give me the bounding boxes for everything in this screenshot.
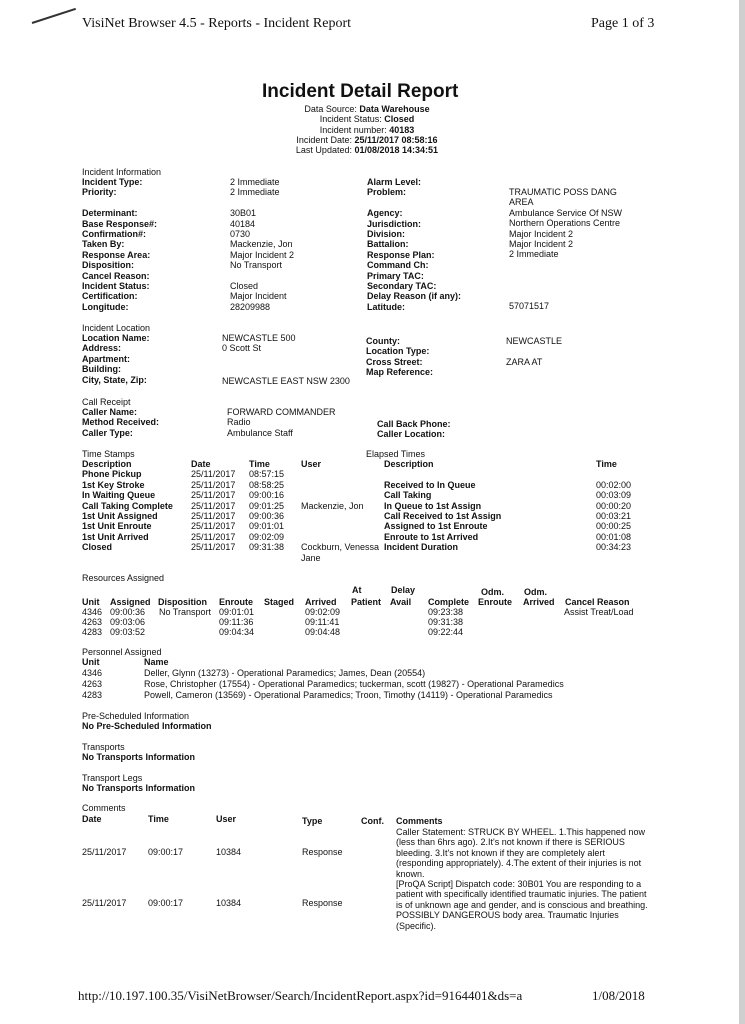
resources-header-cancel: Cancel Reason [565,597,630,607]
comment-2-text: [ProQA Script] Dispatch code: 30B01 You are responding to a patient with specifically identified traumatic injuries. The patient is of unknown age and gender, and is conscious and breathing. POSSIBLY DANGEROUS body area. Traumatic Injuries (Specific). [396,879,648,931]
resources-header-delay: Delay [391,585,416,595]
comment-1-time: 09:00:17 [148,847,184,857]
location-county-value: NEWCASTLE [506,336,563,346]
resources-header-disposition: Disposition [158,597,207,607]
resources-header-odm2: Odm. [524,587,548,597]
comments-header-user: User [216,814,237,824]
timestamp-times: Time 08:57:15 08:58:25 09:00:16 09:01:25 09:00:36 09:01:01 09:02:09 09:31:38 [249,459,285,553]
comment-1-text: Caller Statement: STRUCK BY WHEEL. 1.This happened now (less than 6hrs ago). 2.It's not known if there is SERIOUS bleeding. 3.It's not known if they are completely alert (responding appropriately). 4.The extent of their injuries is not known. [396,827,645,879]
call-receipt-labels: Caller Name: Method Received: Caller Type: [82,407,160,438]
call-receipt-values: FORWARD COMMANDER Radio Ambulance Staff [227,407,336,438]
comment-2-user: 10384 [216,898,242,908]
resources-header-odm-enroute: Enroute [478,597,513,607]
incident-info-right-labels: Alarm Level: Problem: Agency: Jurisdiction: Division: Battalion: Response Plan: Command Ch: Primary TAC: Secondary TAC: Delay Reason (if any): Latitude: [367,177,462,312]
page-number: Page 1 of 3 [591,16,655,31]
resources-header-odm-arrived: Arrived [523,597,555,607]
report-title: Incident Detail Report [262,81,459,102]
transport-legs-value: No Transports Information [82,783,196,793]
personnel-header-unit: Unit [82,657,100,667]
location-left-labels: Location Name: Address: Apartment: Building: City, State, Zip: [82,333,150,385]
resources-header-complete: Complete [428,597,470,607]
resources-header-odm1: Odm. [481,587,505,597]
incident-info-right-values: TRAUMATIC POSS DANG AREA Ambulance Service Of NSW Northern Operations Centre Major Incident 2 Major Incident 2 2 Immediate 57071517 [509,187,623,312]
section-heading-time-stamps: Time Stamps [82,449,135,459]
comment-2-date: 25/11/2017 [82,898,127,908]
incident-info-left-values: 2 Immediate 2 Immediate 30B01 40184 0730 Mackenzie, Jon Major Incident 2 No Transport Closed Major Incident 28209988 [230,177,295,312]
resources-header-arrived: Arrived [305,597,337,607]
comment-2-time: 09:00:17 [148,898,184,908]
timestamp-descriptions: Description Phone Pickup 1st Key Stroke In Waiting Queue Call Taking Complete 1st Unit Assigned 1st Unit Enroute 1st Unit Arrived Closed [82,459,173,553]
section-heading-prescheduled: Pre-Scheduled Information [82,711,190,721]
comment-1-user: 10384 [216,847,242,857]
location-cross-street-value: ZARA AT [506,357,543,367]
location-left-values: NEWCASTLE 500 0 Scott St [222,333,296,354]
comments-header-type: Type [302,816,323,826]
prescheduled-value: No Pre-Scheduled Information [82,721,212,731]
section-heading-comments: Comments [82,803,126,813]
call-receipt-right-labels: Call Back Phone: Caller Location: [377,419,451,440]
section-heading-personnel: Personnel Assigned [82,647,162,657]
timestamp-users: User Mackenzie, Jon Cockburn, Venessa Jane [301,459,380,563]
comments-header-time: Time [148,814,169,824]
resources-header-patient: Patient [351,597,382,607]
section-heading-location: Incident Location [82,323,151,333]
section-heading-resources: Resources Assigned [82,573,165,583]
resources-header-staged: Staged [264,597,295,607]
pen-mark [32,8,76,24]
location-city-value: NEWCASTLE EAST NSW 2300 [222,376,350,386]
elapsed-times: Time 00:02:00 00:03:09 00:00:20 00:03:21 00:00:25 00:01:08 00:34:23 [596,459,632,553]
section-heading-elapsed: Elapsed Times [366,449,426,459]
timestamp-dates: Date 25/11/2017 25/11/2017 25/11/2017 25/11/2017 25/11/2017 25/11/2017 25/11/2017 25/11/2017 [191,459,236,553]
scan-edge [739,0,745,1024]
section-heading-incident-info: Incident Information [82,167,162,177]
comment-1-type: Response [302,847,343,857]
resources-header-enroute: Enroute [219,597,254,607]
comment-2-type: Response [302,898,343,908]
comments-header-comments: Comments [396,816,443,826]
personnel-header-name: Name [144,657,169,667]
footer-date: 1/08/2018 [592,988,645,1003]
resources-header-unit: Unit [82,597,100,607]
incident-info-left-labels: Incident Type: Priority: Determinant: Base Response#: Confirmation#: Taken By: Response Area: Disposition: Cancel Reason: Incident Status: Certification: Longitude: [82,177,158,312]
section-heading-transport-legs: Transport Legs [82,773,143,783]
section-heading-transports: Transports [82,742,125,752]
report-meta: Data Source: Data Warehouse Incident Status: Closed Incident number: 40183 Incident Date: 25/11/2017 08:58:16 Last Updated: 01/08/2018 14:34:51 [295,104,439,156]
print-header-title: VisiNet Browser 4.5 - Reports - Incident Report [82,16,351,31]
comment-1-date: 25/11/2017 [82,847,127,857]
resources-header-avail: Avail [390,597,412,607]
section-heading-call-receipt: Call Receipt [82,397,131,407]
comments-header-date: Date [82,814,102,824]
footer-url: http://10.197.100.35/VisiNetBrowser/Search/IncidentReport.aspx?id=9164401&ds=a [78,988,523,1003]
elapsed-descriptions: Description Received to In Queue Call Taking In Queue to 1st Assign Call Received to 1st Assign Assigned to 1st Enroute Enroute to 1st Arrived Incident Duration [384,459,502,553]
resources-header-at: At [352,585,362,595]
resources-header-assigned: Assigned [110,597,151,607]
location-right-labels: County: Location Type: Cross Street: Map Reference: [366,336,434,378]
comments-header-conf: Conf. [361,816,384,826]
transports-value: No Transports Information [82,752,196,762]
